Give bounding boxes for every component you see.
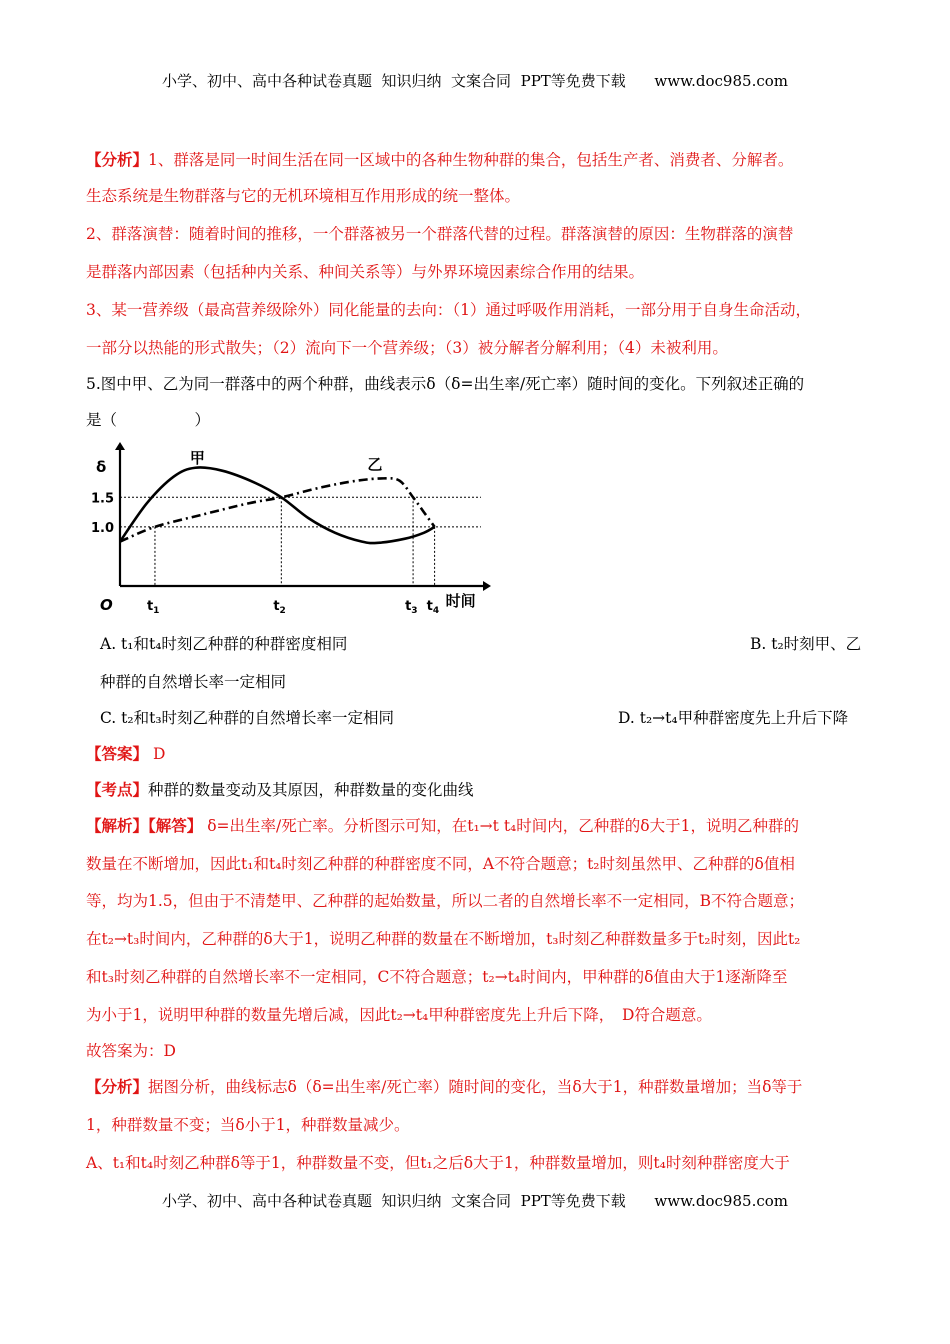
option-a[interactable]: A. t₁和t₄时刻乙种群的种群密度相同 — [100, 635, 348, 653]
analysis-line-3: 2、群落演替：随着时间的推移，一个群落被另一个群落代替的过程。群落演替的原因：生物群落的演替 — [86, 225, 794, 243]
analysis-line-5: 3、某一营养级（最高营养级除外）同化能量的去向：（1）通过呼吸作用消耗，一部分用于自身生命活动， — [86, 301, 811, 319]
explanation-line-2: 数量在不断增加，因此t₁和t₄时刻乙种群的种群密度不同，A不符合题意；t₂时刻虽然甲、乙种群的δ值相 — [86, 855, 795, 873]
analysis2-line-2: 1，种群数量不变；当δ小于1，种群数量减少。 — [86, 1116, 410, 1134]
question-stem-2: 是（ ） — [86, 411, 211, 429]
series-label-yi: 乙 — [367, 455, 383, 474]
page-header: 小学、初中、高中各种试卷真题 知识归纳 文案合同 PPT等免费下载 www.doc985.com — [161, 72, 788, 90]
analysis-line-2: 生态系统是生物群落与它的无机环境相互作用形成的统一整体。 — [86, 187, 521, 205]
x-tick-label: $t_3$ — [405, 599, 418, 616]
analysis-line-4: 是群落内部因素（包括种内关系、种间关系等）与外界环境因素综合作用的结果。 — [86, 263, 645, 281]
analysis-tag: 【分析】 — [86, 150, 149, 169]
x-axis-label: 时间 — [445, 592, 476, 610]
option-b-continued: 种群的自然增长率一定相同 — [100, 673, 287, 691]
x-tick-label: $t_4$ — [426, 599, 440, 616]
option-d[interactable]: D. t₂→t₄甲种群密度先上升后下降 — [618, 709, 849, 727]
explanation-line-4: 在t₂→t₃时间内，乙种群的δ大于1，说明乙种群的数量在不断增加，t₃时刻乙种群数量多于t₂时刻，因此t₂ — [86, 930, 801, 948]
kaodian-line: 【考点】种群的数量变动及其原因，种群数量的变化曲线 — [86, 780, 474, 799]
y-axis-label: δ — [96, 458, 107, 476]
analysis-line-6: 一部分以热能的形式散失；（2）流向下一个营养级；（3）被分解者分解利用；（4）未被利用。 — [86, 339, 728, 357]
option-b[interactable]: B. t₂时刻甲、乙 — [750, 635, 862, 653]
analysis2-line-3: A、t₁和t₄时刻乙种群δ等于1，种群数量不变，但t₁之后δ大于1，种群数量增加，则t₄时刻种群密度大于 — [86, 1154, 790, 1172]
analysis2-line-1: 【分析】据图分析，曲线标志δ（δ=出生率/死亡率）随时间的变化，当δ大于1，种群数量增加；当δ等于 — [86, 1077, 803, 1096]
explanation-line-3: 等，均为1.5，但由于不清楚甲、乙种群的起始数量，所以二者的自然增长率不一定相同，B不符合题意； — [86, 892, 805, 910]
final-answer: 故答案为：D — [86, 1042, 176, 1060]
page-footer: 小学、初中、高中各种试卷真题 知识归纳 文案合同 PPT等免费下载 www.doc985.com — [161, 1192, 788, 1210]
answer-line: 【答案】 D — [86, 744, 166, 763]
x-tick-label: $t_1$ — [146, 599, 160, 616]
y-tick-label: 1.5 — [91, 491, 115, 507]
origin-label: O — [100, 596, 113, 614]
option-c[interactable]: C. t₂和t₃时刻乙种群的自然增长率一定相同 — [100, 709, 395, 727]
explanation-line-6: 为小于1，说明甲种群的数量先增后减，因此t₂→t₄甲种群密度先上升后下降， D符合题意。 — [86, 1006, 712, 1024]
explanation-line-5: 和t₃时刻乙种群的自然增长率不一定相同，C不符合题意；t₂→t₄时间内，甲种群的δ值由大于1逐渐降至 — [86, 968, 788, 986]
delta-chart — [88, 440, 498, 620]
explanation-line-1: 【解析】【解答】 δ=出生率/死亡率。分析图示可知，在t₁→t t₄时间内，乙种群的δ大于1，说明乙种群的 — [86, 816, 799, 835]
series-label-jia: 甲 — [189, 448, 205, 467]
analysis-line-1: 【分析】1、群落是同一时间生活在同一区域中的各种生物种群的集合，包括生产者、消费者、分解者。 — [86, 150, 794, 169]
x-tick-label: $t_2$ — [273, 599, 286, 616]
y-tick-label: 1.0 — [91, 520, 115, 536]
question-stem: 5.图中甲、乙为同一群落中的两个种群，曲线表示δ（δ=出生率/死亡率）随时间的变化。下列叙述正确的 — [86, 375, 805, 393]
